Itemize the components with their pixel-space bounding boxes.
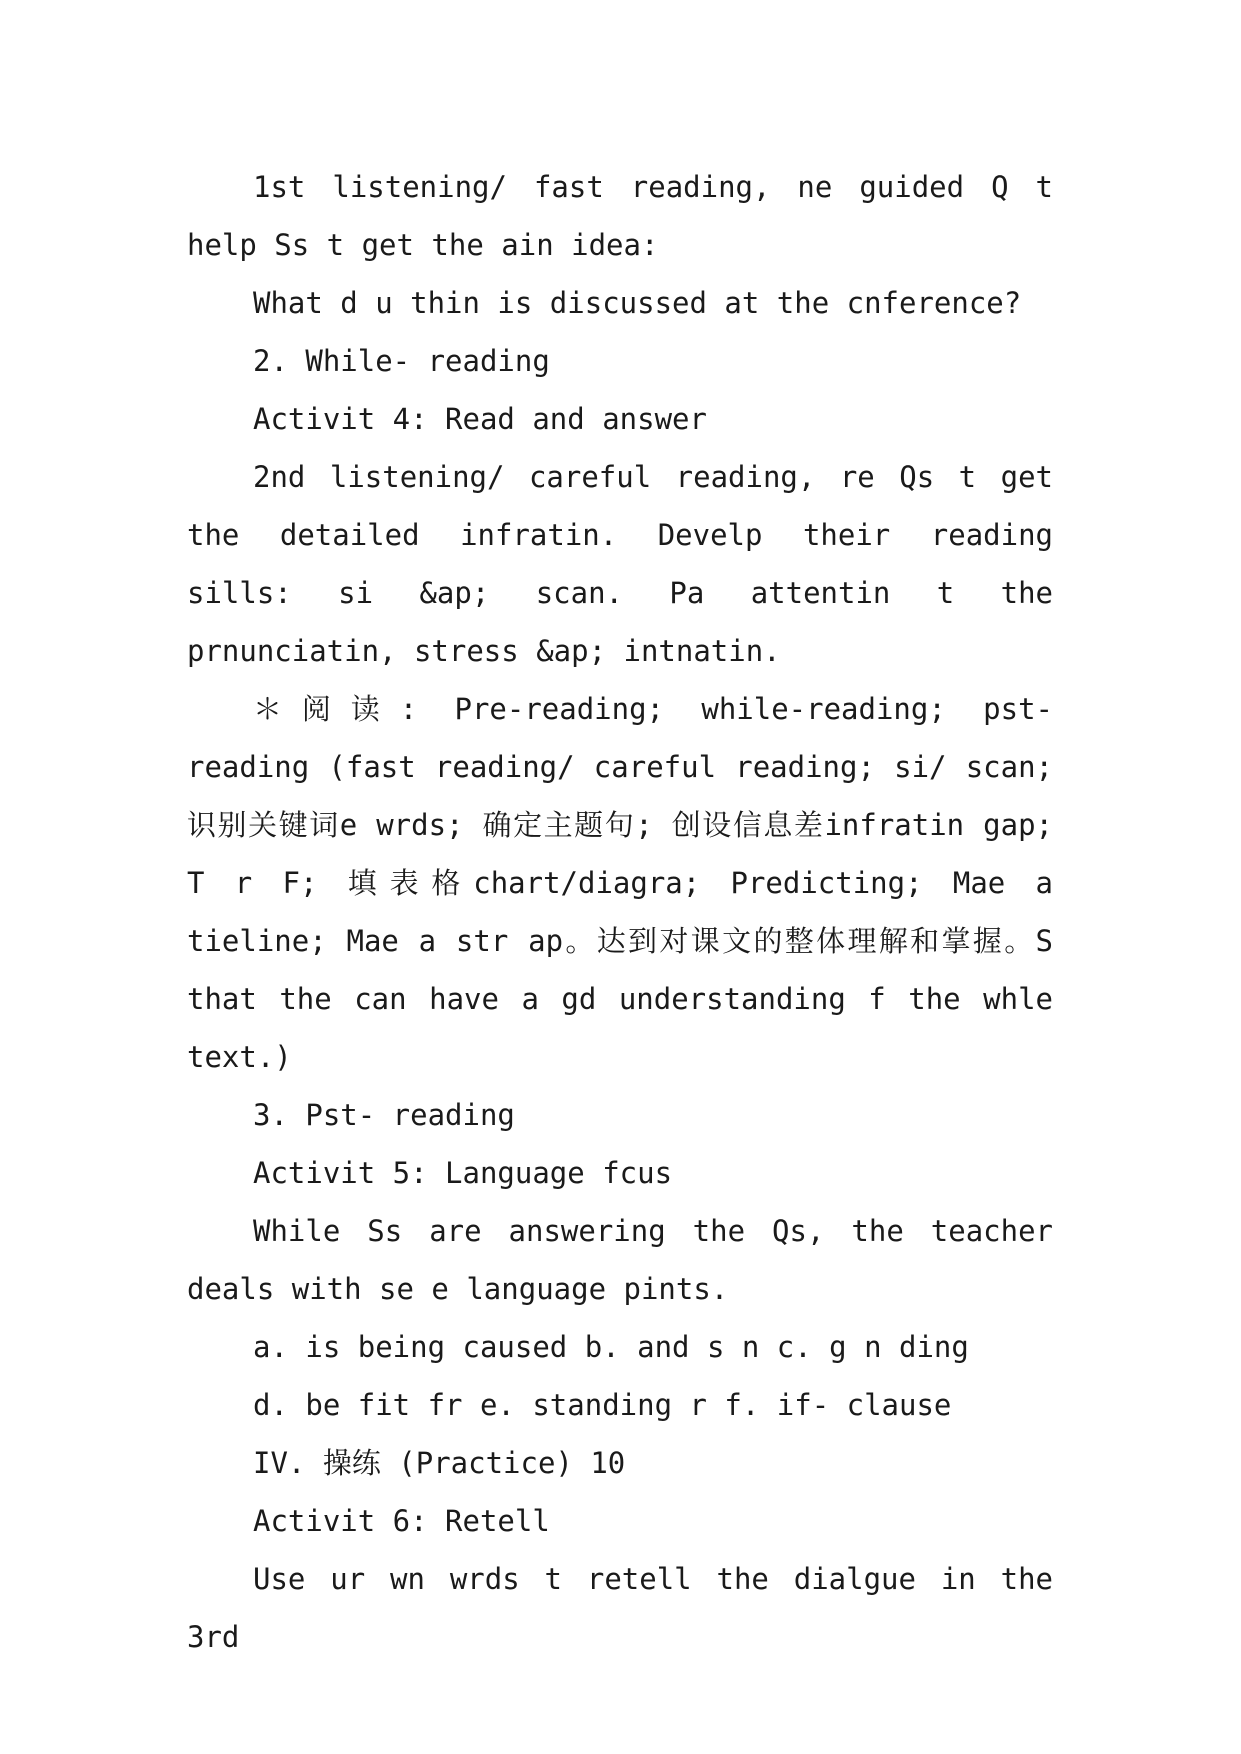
paragraph-first-listening: 1st listening/ fast reading, ne guided Q t help Ss t get the ain idea:: [187, 170, 1053, 262]
paragraph-language-points: While Ss are answering the Qs, the teacher deals with se e language pints.: [187, 1214, 1053, 1306]
document-body: [187, 158, 1053, 1666]
heading-activity-4: Activit 4: Read and answer: [253, 402, 707, 436]
paragraph-question-conference: What d u thin is discussed at the cnference?: [253, 286, 1022, 320]
list-language-points-abc: a. is being caused b. and s n c. g n ding: [253, 1330, 969, 1364]
list-language-points-def: d. be fit fr e. standing r f. if- clause: [253, 1388, 952, 1422]
paragraph-reading-notes: ＊阅读: Pre-reading; while-reading; pst-reading (fast reading/ careful reading; si/ scan; 识别关键词e wrds; 确定主题句; 创设信息差infratin gap; T r F; 填表格chart/diagra; Predicting; Mae a tieline; Mae a str ap。达到对课文的整体理解和掌握。S that the can have a gd understanding f the whle text.): [187, 692, 1053, 1074]
heading-activity-5: Activit 5: Language fcus: [253, 1156, 673, 1190]
paragraph-retell: Use ur wn wrds t retell the dialgue in the 3rd: [187, 1562, 1053, 1654]
heading-while-reading: 2. While- reading: [253, 344, 550, 378]
heading-practice: IV. 操练 (Practice) 10: [253, 1446, 626, 1480]
paragraph-second-listening: 2nd listening/ careful reading, re Qs t get the detailed infratin. Develp their reading sills: si &ap; scan. Pa attentin t the prnunciatin, stress &ap; intnatin.: [187, 460, 1053, 668]
heading-post-reading: 3. Pst- reading: [253, 1098, 515, 1132]
heading-activity-6: Activit 6: Retell: [253, 1504, 550, 1538]
